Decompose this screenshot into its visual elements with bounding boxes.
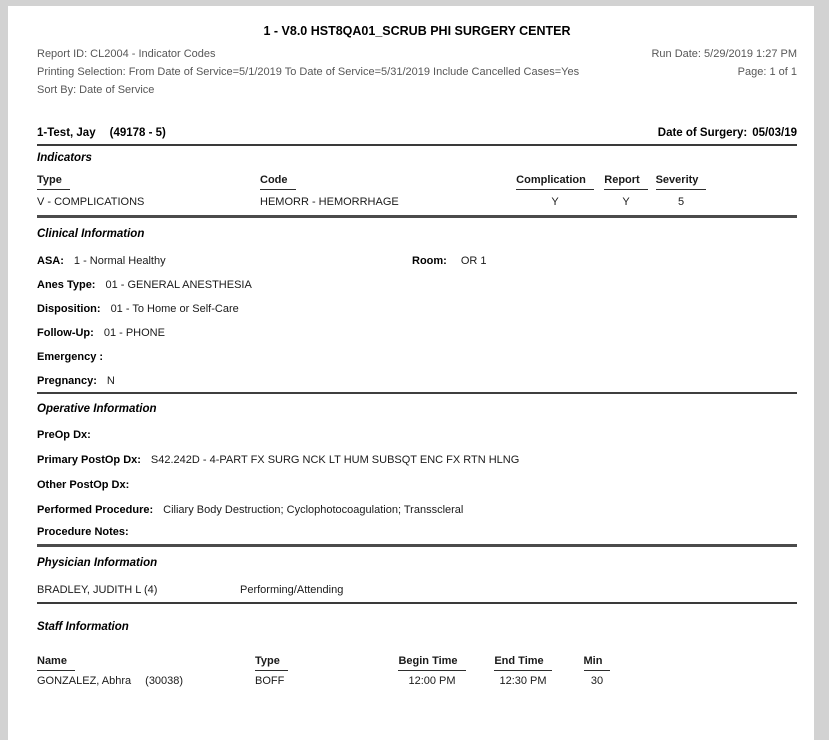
report-meta-row-1 — [37, 48, 797, 61]
primary-postop-dx-row — [37, 454, 797, 467]
staff-table-row — [37, 675, 797, 688]
staff-begin-time-value: 12:00 PM — [408, 675, 456, 687]
staff-name-cell — [37, 675, 255, 688]
physician-name: BRADLEY, JUDITH L (4) — [37, 584, 158, 596]
indicator-type-value: V - COMPLICATIONS — [37, 196, 145, 208]
other-postop-dx-row — [37, 479, 797, 492]
report-content — [8, 24, 814, 688]
indicators-col-severity: Severity — [656, 174, 707, 190]
follow-up-label: Follow-Up: — [37, 327, 94, 339]
date-of-surgery-value: 05/03/19 — [752, 127, 797, 139]
pregnancy-label: Pregnancy: — [37, 375, 97, 387]
patient-name: 1-Test, Jay — [37, 127, 96, 139]
staff-number: (30038) — [145, 675, 184, 687]
room-group — [412, 255, 487, 268]
anes-type-label: Anes Type: — [37, 279, 96, 291]
staff-min-value: 30 — [590, 675, 604, 687]
staff-col-min: Min — [584, 655, 611, 671]
staff-col-begin-time: Begin Time — [398, 655, 465, 671]
performed-procedure-row — [37, 504, 797, 517]
report-meta-row-2 — [37, 66, 797, 79]
physician-row — [37, 584, 797, 604]
clinical-section-title: Clinical Information — [37, 228, 145, 240]
indicators-section-title: Indicators — [37, 152, 92, 164]
indicators-col-report: Report — [604, 174, 647, 190]
report-page — [8, 6, 814, 740]
primary-postop-dx-value: S42.242D - 4-PART FX SURG NCK LT HUM SUBSQT ENC FX RTN HLNG — [150, 454, 520, 466]
other-postop-dx-label: Other PostOp Dx: — [37, 479, 130, 491]
disposition-label: Disposition: — [37, 303, 101, 315]
staff-col-end-time: End Time — [494, 655, 551, 671]
physician-section-title: Physician Information — [37, 557, 158, 569]
preop-dx-label: PreOp Dx: — [37, 429, 91, 441]
emergency-row — [37, 351, 797, 364]
pregnancy-value: N — [106, 375, 115, 387]
page-indicator: Page: 1 of 1 — [737, 66, 797, 78]
clinical-section-divider — [37, 392, 797, 394]
patient-id: (49178 - 5) — [109, 127, 166, 139]
printing-selection: Printing Selection: From Date of Service=5/1/2019 To Date of Service=5/31/2019 Include Cancelled Cases=Yes — [37, 66, 580, 78]
emergency-label: Emergency : — [37, 351, 104, 363]
staff-type-value: BOFF — [255, 675, 285, 687]
indicators-section-divider — [37, 215, 797, 218]
physician-role: Performing/Attending — [240, 584, 344, 596]
run-date: Run Date: 5/29/2019 1:27 PM — [651, 48, 797, 60]
indicator-severity-value: 5 — [677, 196, 685, 208]
performed-procedure-label: Performed Procedure: — [37, 504, 154, 516]
room-value: OR 1 — [460, 255, 487, 267]
pregnancy-row — [37, 375, 797, 388]
indicators-col-complication: Complication — [516, 174, 594, 190]
performed-procedure-value: Ciliary Body Destruction; Cyclophotocoagulation; Transscleral — [163, 504, 464, 516]
date-of-surgery-label: Date of Surgery: — [657, 127, 748, 139]
asa-row — [37, 255, 797, 268]
procedure-notes-row — [37, 526, 797, 539]
report-id: Report ID: CL2004 - Indicator Codes — [37, 48, 216, 60]
asa-label: ASA: — [37, 255, 64, 267]
indicator-complication-value: Y — [551, 196, 559, 208]
follow-up-row — [37, 327, 797, 340]
disposition-row — [37, 303, 797, 316]
staff-name: GONZALEZ, Abhra — [37, 675, 132, 687]
anes-type-row — [37, 279, 797, 292]
indicator-report-value: Y — [622, 196, 630, 208]
staff-end-time-value: 12:30 PM — [499, 675, 547, 687]
patient-name-group — [37, 126, 166, 140]
indicators-col-type: Type — [37, 174, 70, 190]
sort-by: Sort By: Date of Service — [37, 84, 155, 96]
indicators-table-row — [37, 196, 797, 215]
operative-section-divider — [37, 544, 797, 547]
staff-header-row — [37, 655, 797, 671]
patient-header-bar — [37, 126, 797, 146]
follow-up-value: 01 - PHONE — [103, 327, 165, 339]
staff-section-title: Staff Information — [37, 621, 129, 633]
indicators-col-code: Code — [260, 174, 296, 190]
indicators-header-row — [37, 174, 797, 190]
indicator-code-value: HEMORR - HEMORRHAGE — [260, 196, 399, 208]
procedure-notes-label: Procedure Notes: — [37, 526, 129, 538]
preop-dx-row — [37, 429, 797, 442]
report-meta-row-3 — [37, 84, 797, 97]
staff-col-name: Name — [37, 655, 75, 671]
date-of-surgery-group — [658, 126, 797, 140]
asa-value: 1 - Normal Healthy — [73, 255, 166, 267]
report-title: 1 - V8.0 HST8QA01_SCRUB PHI SURGERY CENTER — [263, 24, 571, 38]
operative-section-title: Operative Information — [37, 403, 157, 415]
disposition-value: 01 - To Home or Self-Care — [110, 303, 239, 315]
room-label: Room: — [412, 255, 447, 267]
primary-postop-dx-label: Primary PostOp Dx: — [37, 454, 141, 466]
anes-type-value: 01 - GENERAL ANESTHESIA — [105, 279, 252, 291]
staff-col-type: Type — [255, 655, 288, 671]
